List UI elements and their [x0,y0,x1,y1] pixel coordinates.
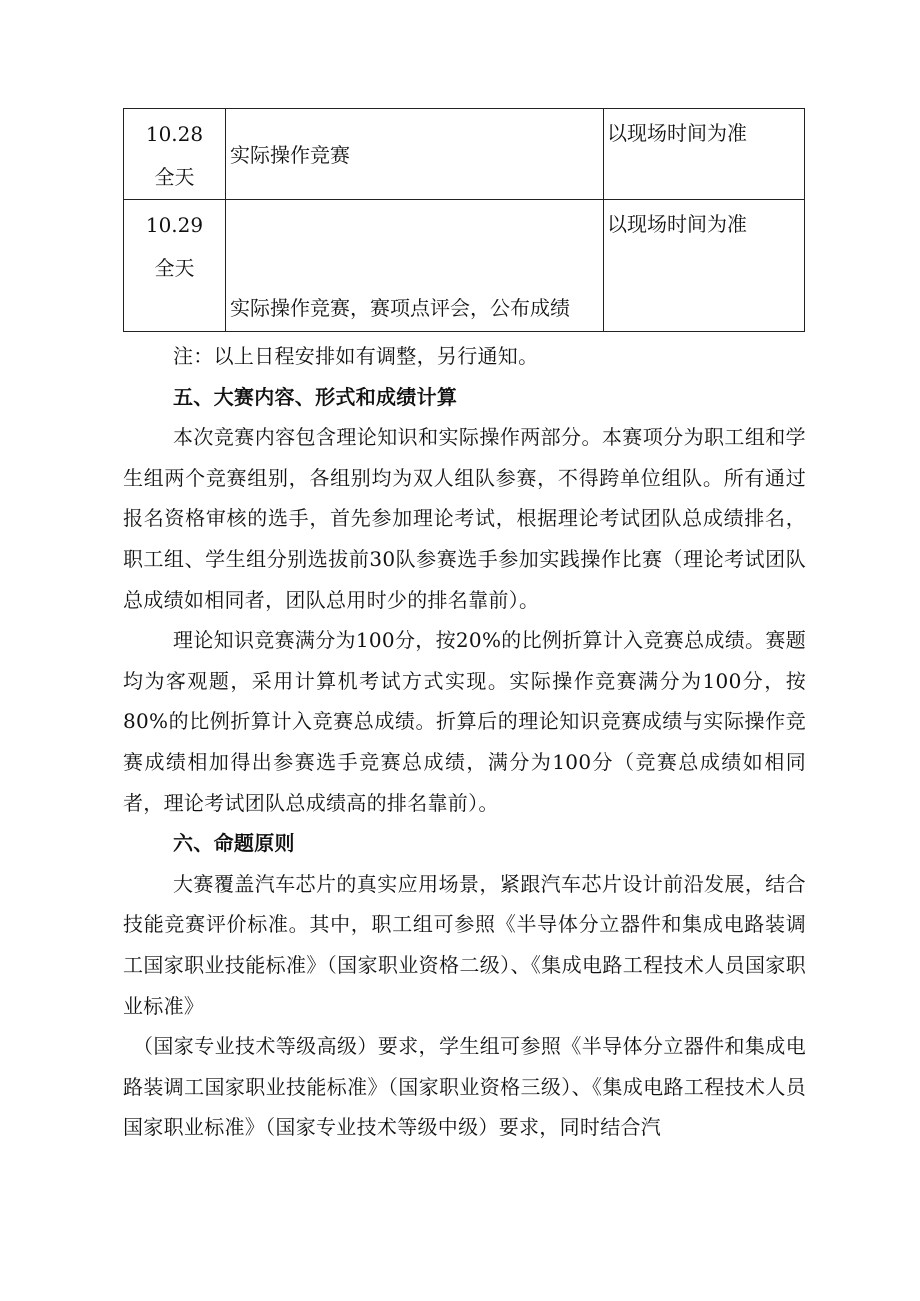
schedule-row [124,109,805,200]
date-cell [124,109,226,200]
activity-cell [226,200,604,332]
activity-cell [226,109,604,200]
time-cell [604,109,805,200]
time-text: 以现场时间为准 [607,121,747,145]
time-cell [604,200,805,332]
section-6-paragraph-2: （国家专业技术等级高级）要求，学生组可参照《半导体分立器件和集成电路装调工国家职业技能标准》（国家职业资格三级）、《集成电路工程技术人员国家职业标准》（国家专业技术等级中级）要求，同时结合汽 [123,1034,806,1140]
time-text: 以现场时间为准 [607,212,747,236]
section-5-paragraph-1: 本次竞赛内容包含理论知识和实际操作两部分。本赛项分为职工组和学生组两个竞赛组别，各组别均为双人组队参赛，不得跨单位组队。所有通过报名资格审核的选手，首先参加理论考试，根据理论考试团队总成绩排名，职工组、学生组分别选拔前30队参赛选手参加实践操作比赛（理论考试团队总成绩如相同者，团队总用时少的排名靠前）。 [123,425,806,612]
date-label: 10.29 [145,213,204,237]
document-body [123,336,806,1148]
schedule-table [123,108,805,332]
activity-text: 实际操作竞赛，赛项点评会，公布成绩 [230,296,570,320]
date-label: 10.28 [145,122,204,146]
period-label: 全天 [154,165,195,189]
schedule-row [124,200,805,332]
schedule-note: 注：以上日程安排如有调整，另行通知。 [173,344,539,368]
section-5-paragraph-2: 理论知识竞赛满分为100分，按20%的比例折算计入竞赛总成绩。赛题均为客观题，采用计算机考试方式实现。实际操作竞赛满分为100分，按80%的比例折算计入竞赛总成绩。折算后的理论知识竞赛成绩与实际操作竞赛成绩相加得出参赛选手竞赛总成绩，满分为100分（竞赛总成绩如相同者，理论考试团队总成绩高的排名靠前）。 [123,628,806,815]
section-6-paragraph-1: 大赛覆盖汽车芯片的真实应用场景，紧跟汽车芯片设计前沿发展，结合技能竞赛评价标准。其中，职工组可参照《半导体分立器件和集成电路装调工国家职业技能标准》（国家职业资格二级）、《集成电路工程技术人员国家职业标准》 [123,871,806,1018]
period-label: 全天 [154,256,195,280]
date-cell [124,200,226,332]
activity-text: 实际操作竞赛 [230,143,350,167]
section-heading-5: 五、大赛内容、形式和成绩计算 [173,384,458,409]
section-heading-6: 六、命题原则 [173,831,295,856]
